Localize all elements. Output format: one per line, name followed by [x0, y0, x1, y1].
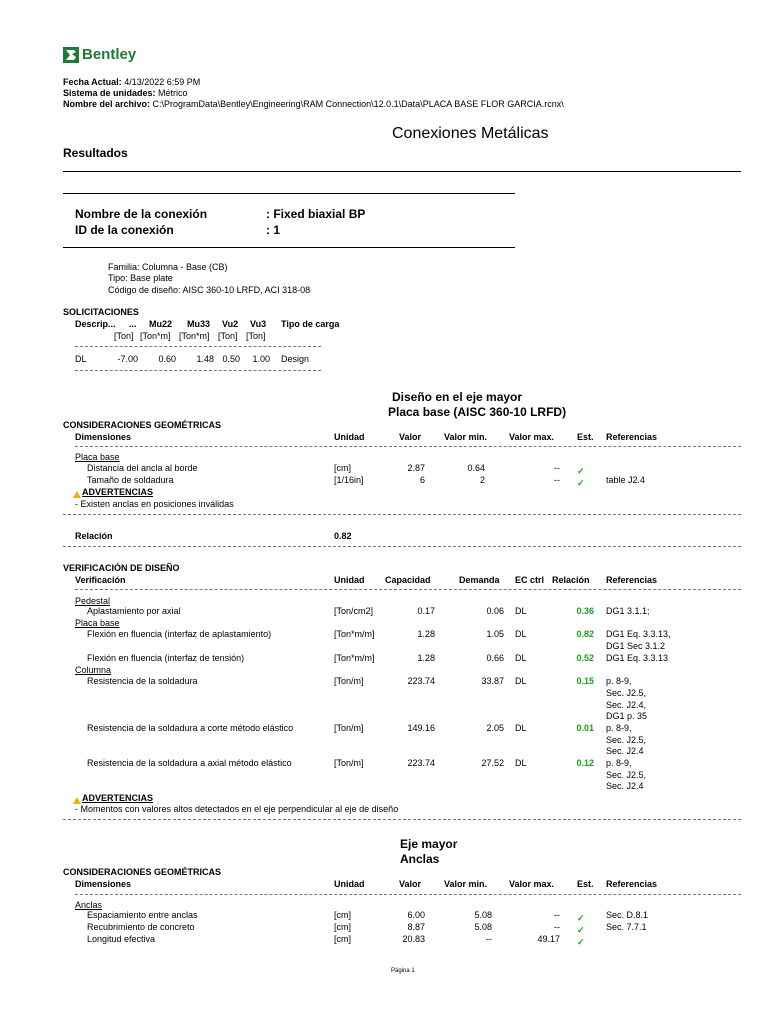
sol-unit: [Ton*m]: [179, 331, 210, 341]
geom2-row-name: Longitud efectiva: [87, 934, 156, 944]
divider: [63, 171, 741, 172]
divider: [63, 546, 741, 547]
geom2-header-ref: Referencias: [606, 879, 658, 889]
sol-header-vu2: Vu2: [222, 319, 239, 329]
geom1-row-min: 2: [479, 475, 485, 485]
page-footer: Página 1: [391, 968, 415, 974]
verif-row-unit: [Ton*m/m]: [334, 629, 375, 639]
verif-row-name: Flexión en fluencia (interfaz de tensión): [87, 653, 245, 663]
sol-cell: 1.48: [196, 354, 214, 364]
divider: [75, 894, 741, 895]
verif-row-ref: p. 8-9,: [606, 758, 632, 768]
connection-name-label: Nombre de la conexión: [75, 207, 208, 221]
meta-sistema: Sistema de unidades: Métrico: [63, 88, 188, 98]
verif-row-dem: 1.05: [486, 629, 504, 639]
verif-row-unit: [Ton/m]: [334, 676, 364, 686]
geom1-row-unit: [cm]: [334, 463, 351, 473]
sol-header-descrip: Descrip...: [75, 319, 116, 329]
verif-row-ref: DG1 Eq. 3.3.13: [606, 653, 669, 663]
verif-header-ref: Referencias: [606, 575, 658, 585]
verif-header-cap: Capacidad: [385, 575, 431, 585]
geom1-row-min: 0.64: [467, 463, 485, 473]
relacion-label: Relación: [75, 531, 113, 541]
geom1-row-val: 2.87: [407, 463, 425, 473]
verif-row-rel: 0.52: [576, 653, 594, 663]
geom2-row-val: 6.00: [407, 910, 425, 920]
geom2-row-ref: Sec. D.8.1: [606, 910, 649, 920]
design1-title1: Diseño en el eje mayor: [392, 390, 523, 404]
geom2-row-min: 5.08: [474, 922, 492, 932]
verif-row-dem: 27.52: [481, 758, 504, 768]
connection-id-label: ID de la conexión: [75, 223, 174, 237]
verif-row-unit: [Ton*m/m]: [334, 653, 375, 663]
geom1-row-unit: [1/16in]: [334, 475, 364, 485]
sol-unit: [Ton]: [246, 331, 266, 341]
warning-icon: [73, 491, 81, 498]
sol-unit: [Ton*m]: [140, 331, 171, 341]
verif-group-columna: Columna: [75, 665, 112, 675]
design2-title2: Anclas: [400, 852, 440, 866]
verif-row-name: Resistencia de la soldadura a corte método elástico: [87, 723, 294, 733]
verif-row-ref: p. 8-9,: [606, 676, 632, 686]
design2-title1: Eje mayor: [400, 837, 458, 851]
sol-cell: -7.00: [117, 354, 138, 364]
sol-cell: 1.00: [252, 354, 270, 364]
solicitaciones-title: SOLICITACIONES: [63, 307, 139, 317]
geom2-group: Anclas: [75, 900, 103, 910]
verif-row-ec: DL: [515, 629, 527, 639]
bentley-logo-icon: [63, 47, 79, 63]
sol-header-vu3: Vu3: [250, 319, 267, 329]
meta-fecha: Fecha Actual: 4/13/2022 6:59 PM: [63, 77, 201, 87]
connection-name: : Fixed biaxial BP: [266, 207, 366, 221]
geom2-row-val: 20.83: [402, 934, 425, 944]
geom1-row-name: Distancia del ancla al borde: [87, 463, 198, 473]
geom2-row-max: --: [554, 922, 560, 932]
geom2-header-est: Est.: [577, 879, 594, 889]
geom2-row-max: 49.17: [537, 934, 560, 944]
verif-row-dem: 0.06: [486, 606, 504, 616]
tipo: Tipo: Base plate: [108, 273, 173, 283]
geom1-row-ref: table J2.4: [606, 475, 646, 485]
verif-header-unidad: Unidad: [334, 575, 365, 585]
verif-warn-text: - Momentos con valores altos detectados en el eje perpendicular al eje de diseño: [75, 804, 399, 814]
verif-row-cap: 1.28: [417, 653, 435, 663]
warning-icon: [73, 797, 81, 804]
verif-warn-title: ADVERTENCIAS: [82, 793, 154, 803]
geom2-row-name: Recubrimiento de concreto: [87, 922, 195, 932]
geom2-row-ref: Sec. 7.7.1: [606, 922, 647, 932]
verif-row-rel: 0.15: [576, 676, 594, 686]
geom2-header-max: Valor max.: [509, 879, 555, 889]
verif-row-unit: [Ton/cm2]: [334, 606, 374, 616]
bentley-logo: [63, 46, 136, 63]
divider: [75, 370, 321, 371]
section-title: Resultados: [63, 146, 128, 160]
verif-row-dem: 33.87: [481, 676, 504, 686]
geom2-row-max: --: [554, 910, 560, 920]
verif-row-dem: 0.66: [486, 653, 504, 663]
verif-group-placa: Placa base: [75, 618, 120, 628]
geom2-header-dim: Dimensiones: [75, 879, 132, 889]
geom1-header-est: Est.: [577, 432, 594, 442]
verif-row-ref: Sec. J2.5,: [606, 688, 647, 698]
brand-name: Bentley: [82, 46, 137, 63]
sol-header-dots: ...: [129, 319, 137, 329]
geom2-header-valor: Valor: [399, 879, 422, 889]
geom2-row-min: --: [486, 934, 492, 944]
geom2-header-unidad: Unidad: [334, 879, 365, 889]
check-icon: ✓: [577, 937, 585, 947]
geom2-row-unit: [cm]: [334, 910, 351, 920]
check-icon: ✓: [577, 925, 585, 935]
verif-header-ver: Verificación: [75, 575, 126, 585]
sol-unit: [Ton]: [218, 331, 238, 341]
geom2-row-unit: [cm]: [334, 922, 351, 932]
sol-cell: Design: [281, 354, 310, 364]
connection-id: : 1: [266, 223, 281, 237]
geom1-row-max: --: [554, 463, 560, 473]
verif-row-cap: 223.74: [407, 676, 435, 686]
sol-header-mu33: Mu33: [187, 319, 211, 329]
divider: [75, 589, 741, 590]
verif-row-ec: DL: [515, 758, 527, 768]
verif-row-ref: DG1 Eq. 3.3.13,: [606, 629, 671, 639]
divider: [63, 819, 741, 820]
verif-row-cap: 223.74: [407, 758, 435, 768]
divider: [63, 247, 515, 248]
geom1-header-ref: Referencias: [606, 432, 658, 442]
geom1-title: CONSIDERACIONES GEOMÉTRICAS: [63, 420, 222, 430]
verif-header-dem: Demanda: [459, 575, 500, 585]
geom1-warn-title: ADVERTENCIAS: [82, 487, 154, 497]
sol-header-tipo: Tipo de carga: [281, 319, 340, 329]
verif-row-name: Resistencia de la soldadura: [87, 676, 198, 686]
verif-title: VERIFICACIÓN DE DISEÑO: [63, 563, 180, 573]
sol-cell: 0.60: [158, 354, 176, 364]
geom2-row-val: 8.87: [407, 922, 425, 932]
geom2-row-unit: [cm]: [334, 934, 351, 944]
check-icon: ✓: [577, 913, 585, 923]
verif-row-rel: 0.82: [576, 629, 594, 639]
divider: [63, 514, 741, 515]
sol-unit: [Ton]: [114, 331, 134, 341]
geom1-header-unidad: Unidad: [334, 432, 365, 442]
codigo: Código de diseño: AISC 360-10 LRFD, ACI 318-08: [108, 285, 311, 295]
geom1-group: Placa base: [75, 452, 120, 462]
verif-row-cap: 149.16: [407, 723, 435, 733]
verif-row-ref: Sec. J2.4: [606, 781, 644, 791]
geom1-header-min: Valor min.: [444, 432, 488, 442]
geom2-header-min: Valor min.: [444, 879, 488, 889]
verif-row-unit: [Ton/m]: [334, 723, 364, 733]
verif-row-dem: 2.05: [486, 723, 504, 733]
geom1-row-max: --: [554, 475, 560, 485]
verif-row-ec: DL: [515, 723, 527, 733]
verif-header-rel: Relación: [552, 575, 590, 585]
verif-row-unit: [Ton/m]: [334, 758, 364, 768]
geom1-warn-text: - Existen anclas en posiciones inválidas: [75, 499, 234, 509]
geom1-header-max: Valor max.: [509, 432, 555, 442]
verif-row-ref: DG1 Sec 3.1.2: [606, 641, 666, 651]
verif-row-ec: DL: [515, 606, 527, 616]
verif-row-ref: Sec. J2.4,: [606, 700, 647, 710]
report-title: Conexiones Metálicas: [392, 125, 549, 142]
verif-row-ref: Sec. J2.5,: [606, 770, 647, 780]
verif-row-ec: DL: [515, 676, 527, 686]
sol-cell: DL: [75, 354, 87, 364]
divider: [75, 346, 321, 347]
sol-header-mu22: Mu22: [149, 319, 173, 329]
familia: Familia: Columna - Base (CB): [108, 262, 228, 272]
geom1-row-val: 6: [419, 475, 425, 485]
verif-row-cap: 1.28: [417, 629, 435, 639]
verif-row-cap: 0.17: [417, 606, 435, 616]
verif-row-ref: Sec. J2.5,: [606, 735, 647, 745]
sol-cell: 0.50: [222, 354, 240, 364]
verif-row-name: Aplastamiento por axial: [87, 606, 181, 616]
verif-row-rel: 0.36: [576, 606, 594, 616]
geom1-row-name: Tamaño de soldadura: [87, 475, 174, 485]
meta-archivo: Nombre del archivo: C:\ProgramData\Bentley\Engineering\RAM Connection\12.0.1\Data\PLACA BASE FLOR GARCIA.rcnx\: [63, 99, 564, 109]
verif-row-name: Resistencia de la soldadura a axial método elástico: [87, 758, 292, 768]
verif-row-ref: DG1 p. 35: [606, 711, 648, 721]
verif-row-ec: DL: [515, 653, 527, 663]
verif-row-ref: DG1 3.1.1;: [606, 606, 650, 616]
relacion-value: 0.82: [334, 531, 352, 541]
check-icon: ✓: [577, 466, 585, 476]
divider: [63, 193, 515, 194]
verif-row-rel: 0.12: [576, 758, 594, 768]
verif-group-pedestal: Pedestal: [75, 596, 111, 606]
verif-row-name: Flexión en fluencia (interfaz de aplastamiento): [87, 629, 272, 639]
geom1-header-dim: Dimensiones: [75, 432, 132, 442]
geom2-row-name: Espaciamiento entre anclas: [87, 910, 198, 920]
verif-row-rel: 0.01: [576, 723, 594, 733]
design1-title2: Placa base (AISC 360-10 LRFD): [388, 405, 567, 419]
divider: [75, 446, 741, 447]
verif-row-ref: Sec. J2.4: [606, 746, 644, 756]
geom2-row-min: 5.08: [474, 910, 492, 920]
geom2-title: CONSIDERACIONES GEOMÉTRICAS: [63, 867, 222, 877]
verif-row-ref: p. 8-9,: [606, 723, 632, 733]
check-icon: ✓: [577, 478, 585, 488]
geom1-header-valor: Valor: [399, 432, 422, 442]
verif-header-ec: EC ctrl: [515, 575, 545, 585]
